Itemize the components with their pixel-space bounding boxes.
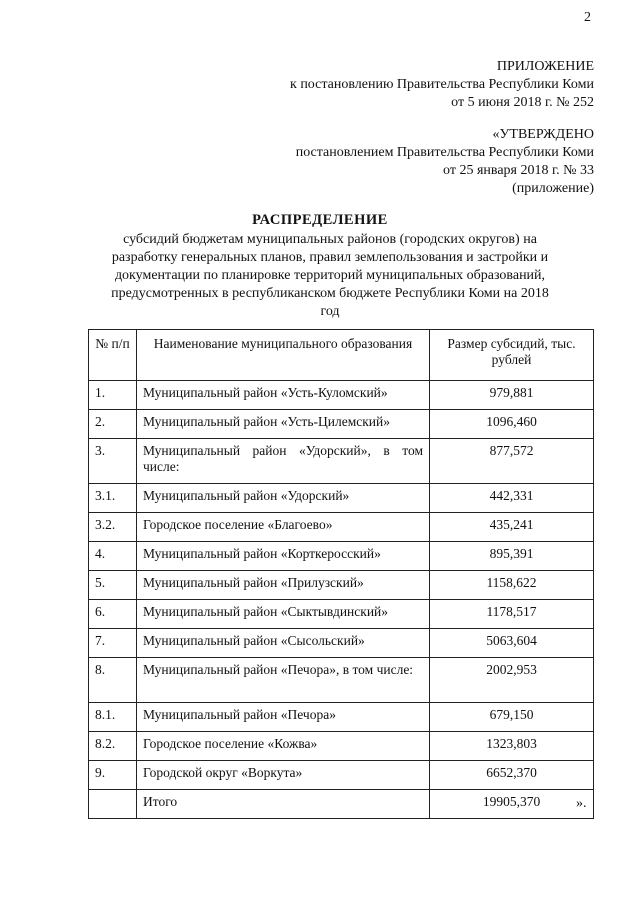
approved-title: «УТВЕРЖДЕНО (492, 127, 594, 142)
table-header-row (89, 330, 594, 381)
row-amount: 679,150 (430, 703, 594, 732)
table-row (89, 600, 594, 629)
document-title: РАСПРЕДЕЛЕНИЕ (252, 212, 388, 228)
row-name: Муниципальный район «Корткеросский» (137, 542, 430, 571)
table-body (89, 381, 594, 819)
table-row (89, 381, 594, 410)
row-amount: 1323,803 (430, 732, 594, 761)
approved-date: от 25 января 2018 г. № 33 (443, 163, 594, 178)
row-num: 8.1. (89, 703, 137, 732)
approved-header (296, 126, 594, 198)
row-amount: 1096,460 (430, 410, 594, 439)
row-name: Городское поселение «Кожва» (137, 732, 430, 761)
appendix-header (290, 58, 594, 112)
row-amount: 19905,370 (430, 790, 594, 819)
table-row (89, 658, 594, 703)
closing-mark: ». (576, 796, 587, 811)
row-num: 3. (89, 439, 137, 484)
row-num: 1. (89, 381, 137, 410)
table-row (89, 439, 594, 484)
approved-note: (приложение) (512, 181, 594, 196)
header-name: Наименование муниципального образования (137, 330, 430, 381)
row-name: Итого (137, 790, 430, 819)
table-row (89, 629, 594, 658)
row-name: Муниципальный район «Печора» (137, 703, 430, 732)
row-name: Муниципальный район «Прилузский» (137, 571, 430, 600)
row-name: Муниципальный район «Усть-Цилемский» (137, 410, 430, 439)
row-amount: 877,572 (430, 439, 594, 484)
row-amount: 2002,953 (430, 658, 594, 703)
row-amount: 979,881 (430, 381, 594, 410)
row-amount: 442,331 (430, 484, 594, 513)
distribution-table (88, 329, 594, 819)
row-name: Муниципальный район «Сыктывдинский» (137, 600, 430, 629)
appendix-ref: к постановлению Правительства Республики Коми (290, 77, 594, 92)
row-amount: 895,391 (430, 542, 594, 571)
row-num: 6. (89, 600, 137, 629)
row-num: 8. (89, 658, 137, 703)
row-num: 2. (89, 410, 137, 439)
row-amount: 1158,622 (430, 571, 594, 600)
row-num: 7. (89, 629, 137, 658)
row-num: 3.2. (89, 513, 137, 542)
row-num: 4. (89, 542, 137, 571)
appendix-date: от 5 июня 2018 г. № 252 (451, 95, 594, 110)
table-row (89, 761, 594, 790)
table-row (89, 703, 594, 732)
header-amount: Размер субсидий, тыс. рублей (430, 330, 594, 381)
row-name: Муниципальный район «Удорский», в том числе: (137, 439, 430, 484)
table-row (89, 410, 594, 439)
row-amount: 6652,370 (430, 761, 594, 790)
row-name: Городской округ «Воркута» (137, 761, 430, 790)
approved-ref: постановлением Правительства Республики Коми (295, 145, 594, 160)
document-subtitle: субсидий бюджетам муниципальных районов (городских округов) на разработку генеральных планов, правил землепользования и застройки и документации по планировке территорий муниципальных образований, предусмотренных в республиканском бюджете Республики Коми на 2018 год (111, 232, 549, 319)
row-amount: 5063,604 (430, 629, 594, 658)
row-name: Муниципальный район «Усть-Куломский» (137, 381, 430, 410)
table-row (89, 513, 594, 542)
table-row (89, 790, 594, 819)
row-amount: 1178,517 (430, 600, 594, 629)
table-row (89, 542, 594, 571)
table-row (89, 571, 594, 600)
row-amount: 435,241 (430, 513, 594, 542)
row-name: Городское поселение «Благоево» (137, 513, 430, 542)
row-name: Муниципальный район «Удорский» (137, 484, 430, 513)
row-num (89, 790, 137, 819)
appendix-title: ПРИЛОЖЕНИЕ (496, 59, 594, 74)
header-num: № п/п (89, 330, 137, 381)
table-row (89, 732, 594, 761)
row-num: 5. (89, 571, 137, 600)
row-num: 3.1. (89, 484, 137, 513)
page-number: 2 (584, 10, 591, 25)
row-num: 8.2. (89, 732, 137, 761)
row-name: Муниципальный район «Печора», в том числе: (137, 658, 430, 703)
table-row (89, 484, 594, 513)
row-name: Муниципальный район «Сысольский» (137, 629, 430, 658)
row-num: 9. (89, 761, 137, 790)
